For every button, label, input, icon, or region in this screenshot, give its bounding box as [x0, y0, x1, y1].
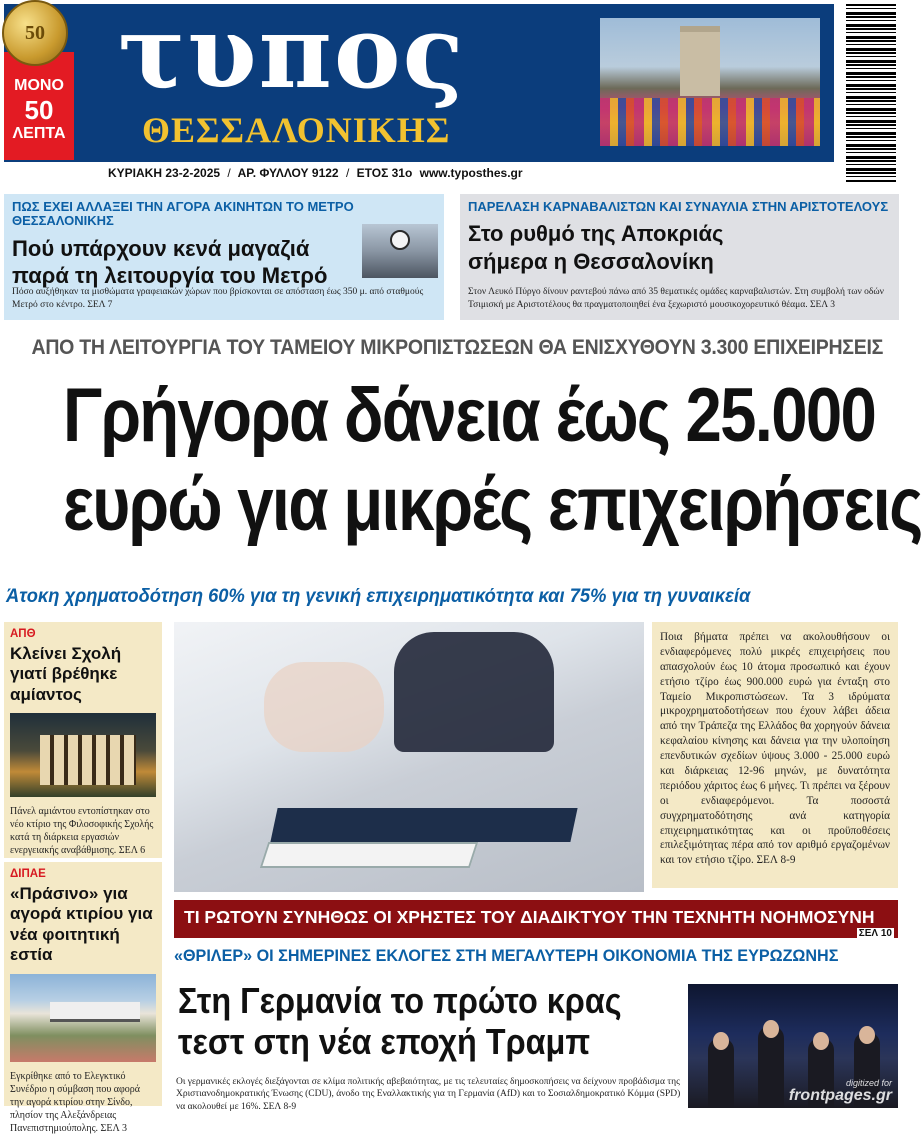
dateline	[4, 162, 834, 184]
carnival-kicker: ΠΑΡΕΛΑΣΗ ΚΑΡΝΑΒΑΛΙΣΤΩΝ ΚΑΙ ΣΥΝΑΥΛΙΑ ΣΤΗΝ ΑΡΙΣΤΟΤΕΛΟΥΣ	[468, 199, 889, 214]
price-line1: ΜΟΝΟ	[14, 77, 64, 94]
face-shape	[813, 1032, 829, 1050]
watermark-small: digitized for	[845, 1078, 892, 1088]
notebook-shape	[270, 808, 577, 842]
newspaper-logo-subtitle: ΘΕΣΣΑΛΟΝΙΚΗΣ	[142, 110, 451, 150]
barcode	[846, 4, 896, 182]
carnival-title	[468, 220, 891, 275]
crowd-shape	[600, 98, 820, 146]
germany-title-line1: Στη Γερμανία το πρώτο κρας	[178, 980, 622, 1021]
germany-title[interactable]	[178, 980, 628, 1063]
dateline-separator: /	[345, 166, 350, 180]
carnival-text: Στον Λευκό Πύργο δίνουν ραντεβού πάνω από 35 θεματικές ομάδες καρναβαλιστών. Στη συμβολή των οδών Τσιμισκή με Αριστοτέλους θα πραγματοποιηθεί ένα ξεχωριστό μουσικοχορευτικό θέαμα. ΣΕΛ 3	[468, 287, 884, 311]
ai-banner-text: ΤΙ ΡΩΤΟΥΝ ΣΥΝΗΘΩΣ ΟΙ ΧΡΗΣΤΕΣ ΤΟΥ ΔΙΑΔΙΚΤΥΟΥ ΤΗΝ ΤΕΧΝΗΤΗ ΝΟΗΜΟΣΥΝΗ	[184, 907, 875, 927]
metro-title-line2: παρά τη λειτουργία του Μετρό	[12, 263, 328, 289]
website-link[interactable]: www.typosthes.gr	[419, 166, 523, 180]
dorm-story[interactable]	[4, 862, 162, 1134]
ai-banner[interactable]	[174, 900, 898, 938]
lead-body-text: Ποια βήματα πρέπει να ακολουθήσουν οι ενδιαφερόμενες πολύ μικρές επιχειρήσεις που απασχολούν έως 10 άτομα προσωπικό και έχουν ετήσιο τζίρο έως 900.000 ευρώ για ένταξη στο Ταμείο Μικροπιστώσεων. Τα 3 ιδρύματα μικροχρηματοδοτήσεων που έχουν λάβει άδεια από την Τράπεζα της Ελλάδος θα χορηγούν δάνεια κεφαλαίου κίνησης και δάνεια για την υλοποίηση επενδυτικών σχεδίων ύψους 3.000 - 25.000 ευρώ και διάρκειας 12-96 μηνών, με δυνατότητα περιόδου χάριτος έως 6 μήνες. Τι πρέπει να ξέρουν οι ενδιαφερόμενοι. Τα ποσοστά συγχρηματοδότησης ανά κατηγορία επιχειρηματικότητας και οι προϋποθέσεις επιλεξιμότητας πέρα από τον αριθμό εργαζομένων και τον ετήσιο τζίρο. ΣΕΛ 8-9	[652, 622, 898, 888]
newspaper-logo[interactable]: τυπος	[118, 0, 466, 111]
metro-photo	[362, 224, 438, 278]
face-shape	[763, 1020, 779, 1038]
coin-label: 50	[25, 21, 45, 44]
asbestos-title: Κλείνει Σχολή γιατί βρέθηκε αμίαντος	[10, 644, 122, 704]
dorm-text: Εγκρίθηκε από το Ελεγκτικό Συνέδριο η σύμβαση που αφορά την αγορά κτιρίου στην Σίνδο, πλησίον της Αλεξάνδρειας Πανεπιστημιούπολης. ΣΕΛ 3	[10, 1070, 141, 1134]
price-line2: 50	[24, 95, 54, 125]
dorm-kicker: ΔΙΠΑΕ	[10, 868, 46, 880]
lead-headline-line2: ευρώ για μικρές επιχειρήσεις	[63, 461, 922, 547]
lead-subhead: Άτοκη χρηματοδότηση 60% για τη γενική επιχειρηματικότητα και 75% για τη γυναικεία	[6, 585, 751, 607]
lead-headline-line1: Γρήγορα δάνεια έως 25.000	[63, 373, 876, 458]
asbestos-story[interactable]	[4, 622, 162, 858]
lead-headline[interactable]	[63, 372, 922, 550]
ai-banner-page-ref: ΣΕΛ 10	[858, 928, 892, 939]
face-shape	[859, 1026, 875, 1044]
university-building-photo	[10, 713, 156, 797]
person-shape	[264, 662, 384, 752]
watermark-text: frontpages.gr	[788, 1087, 892, 1104]
metro-text: Πόσο αυξήθηκαν τα μισθώματα γραφειακών χώρων που βρίσκονται σε απόσταση έως 350 μ. από σταθμούς Μετρό στο κέντρο. ΣΕΛ 7	[12, 287, 424, 311]
suit-shape	[394, 632, 554, 752]
carnival-photo[interactable]	[600, 18, 820, 146]
issue-year: ΕΤΟΣ 31ο	[356, 166, 413, 180]
asbestos-text: Πάνελ αμιάντου εντοπίστηκαν στο νέο κτίριο της Φιλοσοφικής Σχολής κατά τη διάρκεια εργασιών ενεργειακής αναβάθμισης. ΣΕΛ 6	[10, 806, 154, 857]
germany-kicker: «ΘΡΙΛΕΡ» ΟΙ ΣΗΜΕΡΙΝΕΣ ΕΚΛΟΓΕΣ ΣΤΗ ΜΕΓΑΛΥΤΕΡΗ ΟΙΚΟΝΟΜΙΑ ΤΗΣ ΕΥΡΩΖΩΝΗΣ	[174, 946, 839, 965]
issue-number: ΑΡ. ΦΥΛΛΟΥ 9122	[237, 166, 339, 180]
metro-sign-icon	[390, 230, 410, 250]
calculator-icon	[260, 842, 478, 868]
germany-text: Οι γερμανικές εκλογές διεξάγονται σε κλίμα πολιτικής αβεβαιότητας, με τις τελευταίες δημοσκοπήσεις να δείχνουν προβάδισμα της Χριστιανοδημοκρατικής Ένωσης (CDU), άνοδο της Εναλλακτικής για τη Γερμανία (AfD) και το Σοσιαλδημοκρατικό Κόμμα (SPD) να ακολουθεί με 16%. ΣΕΛ 8-9	[176, 1077, 681, 1112]
metro-title-line1: Πού υπάρχουν κενά μαγαζιά	[12, 235, 310, 261]
business-meeting-photo[interactable]	[174, 622, 644, 892]
building-shape	[50, 1002, 140, 1022]
dateline-separator: /	[227, 166, 231, 180]
price-badge	[4, 52, 74, 160]
person-shape	[758, 1026, 784, 1108]
carnival-title-line2: σήμερα η Θεσσαλονίκη	[468, 248, 714, 274]
white-tower-shape	[680, 26, 720, 96]
issue-date: ΚΥΡΙΑΚΗ 23-2-2025	[108, 166, 221, 180]
metro-story[interactable]	[4, 194, 444, 320]
dorm-title: «Πράσινο» για αγορά κτιρίου για νέα φοιτητική εστία	[10, 884, 153, 965]
campus-photo	[10, 974, 156, 1062]
price-line3: ΛΕΠΤΑ	[12, 125, 66, 142]
carnival-title-line1: Στο ρυθμό της Αποκριάς	[468, 221, 724, 247]
metro-kicker: ΠΩΣ ΕΧΕΙ ΑΛΛΑΞΕΙ ΤΗΝ ΑΓΟΡΑ ΑΚΙΝΗΤΩΝ ΤΟ ΜΕΤΡΟ ΘΕΣΣΑΛΟΝΙΚΗΣ	[12, 199, 354, 229]
face-shape	[713, 1032, 729, 1050]
asbestos-kicker: ΑΠΘ	[10, 628, 36, 640]
building-shape	[40, 735, 136, 785]
watermark	[789, 1079, 892, 1104]
carnival-story[interactable]	[460, 194, 899, 320]
election-photo[interactable]	[688, 984, 898, 1108]
lead-kicker: ΑΠΟ ΤΗ ΛΕΙΤΟΥΡΓΙΑ ΤΟΥ ΤΑΜΕΙΟΥ ΜΙΚΡΟΠΙΣΤΩΣΕΩΝ ΘΑ ΕΝΙΣΧΥΘΟΥΝ 3.300 ΕΠΙΧΕΙΡΗΣΕΙΣ	[31, 336, 884, 359]
germany-title-line2: τεστ στη νέα εποχή Τραμπ	[178, 1021, 591, 1063]
coin-icon	[2, 0, 68, 66]
masthead	[0, 0, 900, 188]
